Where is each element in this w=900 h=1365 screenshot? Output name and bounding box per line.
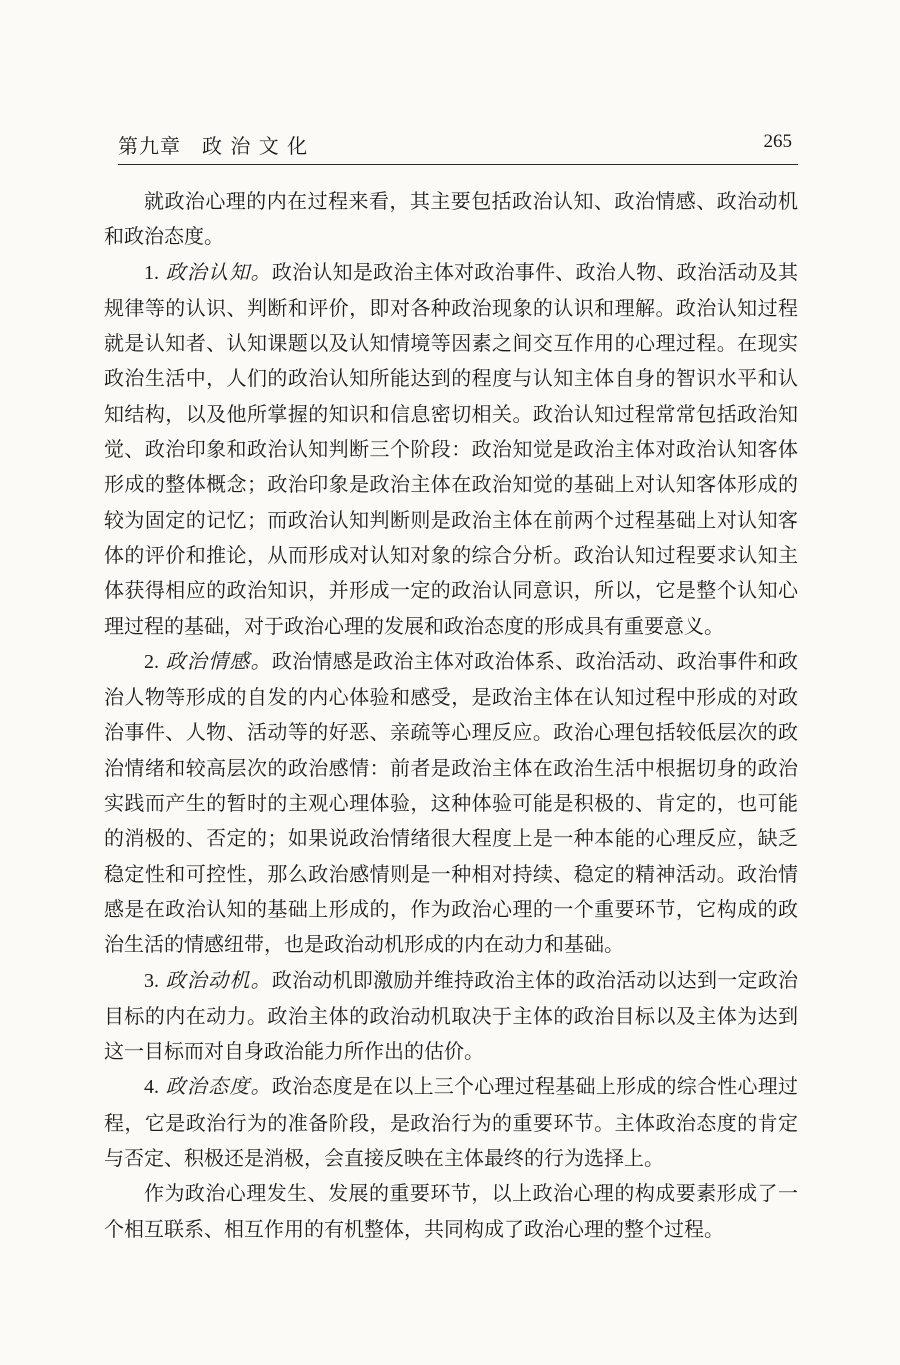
- item-text: 政治动机即激励并维持政治主体的政治活动以达到一定政治目标的内在动力。政治主体的政治动机取决于主体的政治目标以及主体为达到这一目标而对自身政治能力所作出的估价。: [104, 967, 799, 1064]
- page-number: 265: [763, 131, 792, 152]
- paragraph-political-emotion: [104, 644, 798, 963]
- item-number: 3.: [144, 969, 159, 992]
- item-heading: 政治情感。: [165, 648, 272, 673]
- item-number: 1.: [144, 261, 159, 284]
- conclusion-paragraph: 作为政治心理发生、发展的重要环节，以上政治心理的构成要素形成了一个相互联系、相互作用的有机整体，共同构成了政治心理的整个过程。: [104, 1181, 798, 1241]
- paragraph-political-attitude: [104, 1069, 798, 1176]
- running-header: [118, 130, 798, 165]
- paragraph-political-cognition: [104, 255, 798, 644]
- paragraph-political-motivation: [104, 963, 798, 1070]
- item-heading: 政治认知。: [165, 259, 272, 284]
- item-number: 4.: [144, 1076, 159, 1099]
- item-heading: 政治动机。: [165, 967, 272, 992]
- item-heading: 政治态度。: [165, 1074, 272, 1099]
- chapter-title: 第九章 政 治 文 化: [118, 134, 309, 158]
- item-text: 政治态度是在以上三个心理过程基础上形成的综合性心理过程，它是政治行为的准备阶段，是政治行为的重要环节。主体政治态度的肯定与否定、积极还是消极，会直接反映在主体最终的行为选择上。: [104, 1074, 799, 1171]
- item-number: 2.: [144, 650, 159, 673]
- item-text: 政治情感是政治主体对政治体系、政治活动、政治事件和政治人物等形成的自发的内心体验和感受，是政治主体在认知过程中形成的对政治事件、人物、活动等的好恶、亲疏等心理反应。政治心理包括较低层次的政治情绪和较高层次的政治感情：前者是政治主体在政治生活中根据切身的政治实践而产生的暂时的主观心理体验，这种体验可能是积极的、肯定的，也可能的消极的、否定的；如果说政治情绪很大程度上是一种本能的心理反应，缺乏稳定性和可控性，那么政治感情则是一种相对持续、稳定的精神活动。政治情感是在政治认知的基础上形成的，作为政治心理的一个重要环节，它构成的政治生活的情感纽带，也是政治动机形成的内在动力和基础。: [104, 648, 799, 957]
- page-body: [104, 184, 798, 1247]
- intro-paragraph: 就政治心理的内在过程来看，其主要包括政治认知、政治情感、政治动机和政治态度。: [104, 189, 798, 249]
- item-text: 政治认知是政治主体对政治事件、政治人物、政治活动及其规律等的认识、判断和评价，即对各种政治现象的认识和理解。政治认知过程就是认知者、认知课题以及认知情境等因素之间交互作用的心理过程。在现实政治生活中，人们的政治认知所能达到的程度与认知主体自身的智识水平和认知结构，以及他所掌握的知识和信息密切相关。政治认知过程常常包括政治知觉、政治印象和政治认知判断三个阶段：政治知觉是政治主体对政治认知客体形成的整体概念；政治印象是政治主体在政治知觉的基础上对认知客体形成的较为固定的记忆；而政治认知判断则是政治主体在前两个过程基础上对认知客体的评价和推论，从而形成对认知对象的综合分析。政治认知过程要求认知主体获得相应的政治知识，并形成一定的政治认同意识，所以，它是整个认知心理过程的基础，对于政治心理的发展和政治态度的形成具有重要意义。: [104, 259, 799, 638]
